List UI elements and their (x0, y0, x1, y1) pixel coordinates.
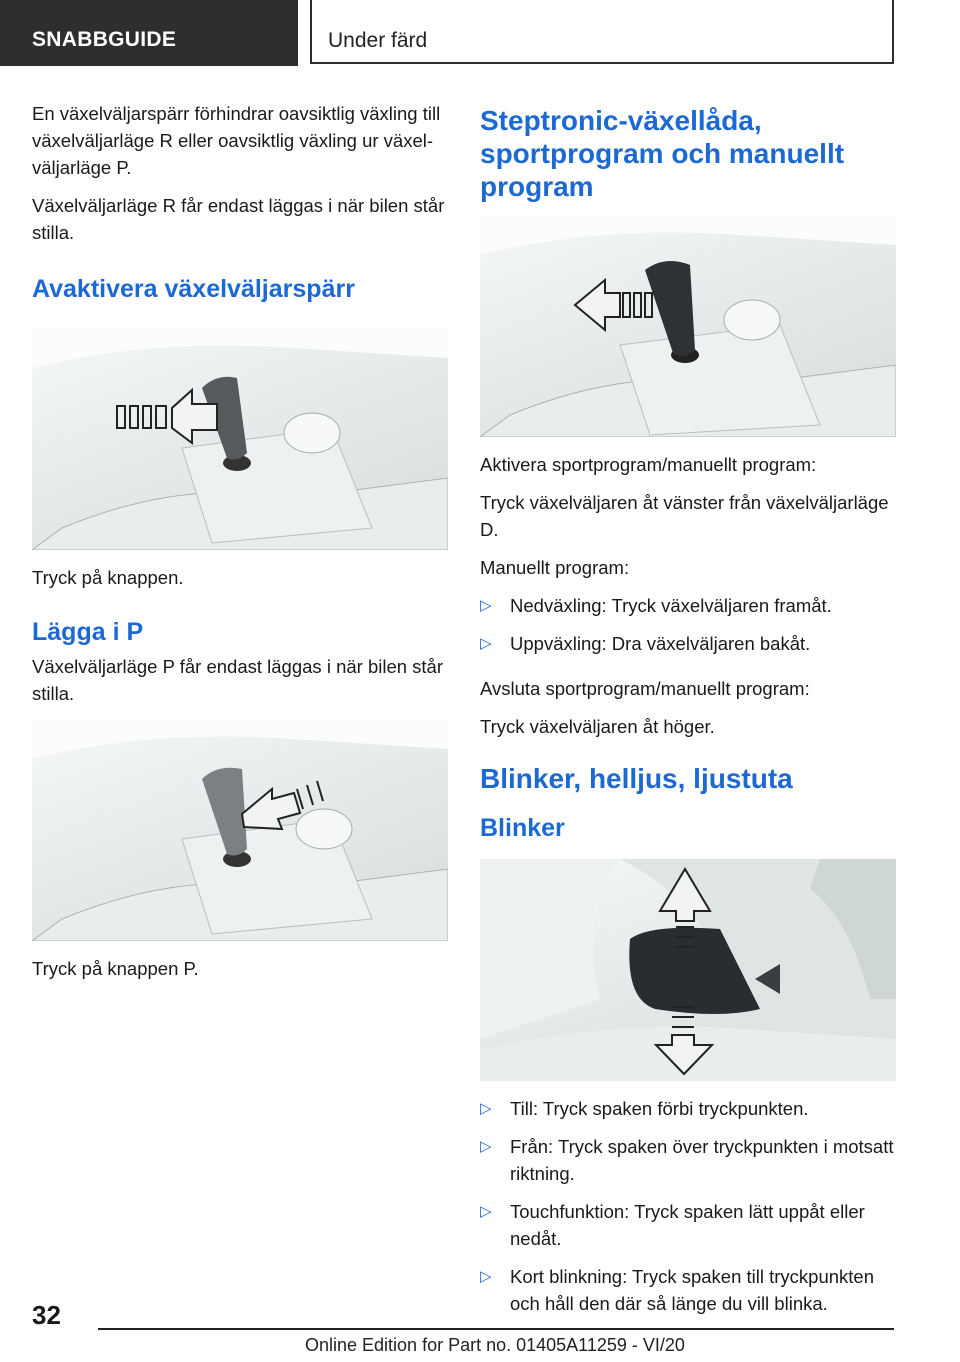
image-steptronic (480, 215, 896, 437)
selector-park-drawing (32, 719, 448, 941)
heading-blinker: Blinker (480, 814, 565, 842)
image-blinker-stalk (480, 859, 896, 1081)
heading-park: Lägga i P (32, 618, 144, 646)
section-tab (0, 0, 298, 66)
triangle-right-outline-icon: ▷ (480, 597, 492, 614)
triangle-right-outline-icon: ▷ (480, 635, 492, 652)
list-item: ▷ Kort blinkning: Tryck spaken till tryckpunkten och håll den där så länge du vill blinka. (480, 1263, 896, 1317)
paragraph-r-stationary: Växelväljarläge R får endast läggas i när bilen står stilla. (32, 195, 445, 243)
list-item: ▷ Uppväxling: Dra växelväljaren bakåt. (480, 630, 896, 657)
caption-park: Tryck på knappen P. (32, 958, 199, 979)
footer-divider (98, 1328, 894, 1330)
image-selector-park (32, 719, 448, 941)
list-item: ▷ Nedväxling: Tryck växelväljaren framåt. (480, 592, 896, 619)
caption-unlock: Tryck på knappen. (32, 567, 184, 588)
triangle-right-outline-icon: ▷ (480, 1100, 492, 1117)
heading-blinker-main: Blinker, helljus, ljustuta (480, 763, 793, 794)
steptronic-drawing (480, 215, 896, 437)
paragraph-park: Växelväljarläge P får endast läggas i när bilen står stilla. (32, 656, 444, 704)
list-item: ▷ Touchfunktion: Tryck spaken lätt uppåt eller nedåt. (480, 1198, 896, 1252)
list-item: ▷ Till: Tryck spaken förbi tryckpunkten. (480, 1095, 896, 1122)
list-manual (480, 592, 896, 657)
triangle-right-outline-icon: ▷ (480, 1203, 492, 1220)
selector-unlock-drawing (32, 328, 448, 550)
triangle-right-outline-icon: ▷ (480, 1138, 492, 1155)
chapter-label: Under färd (328, 29, 428, 52)
image-selector-unlock (32, 328, 448, 550)
blinker-stalk-drawing (480, 859, 896, 1081)
footer-edition: Online Edition for Part no. 01405A11259 - VI/20 (305, 1335, 685, 1355)
paragraph-end-action: Tryck växelväljaren åt höger. (480, 716, 715, 737)
paragraph-shift-lock: En växelväljarspärr förhindrar oavsiktlig växling till växelväljarläge R eller oavsiktlig växling ur växelväljarläge P. (32, 103, 441, 178)
list-item: ▷ Från: Tryck spaken över tryckpunkten i motsatt riktning. (480, 1133, 896, 1187)
list-blinker (480, 1095, 896, 1317)
paragraph-activate: Aktivera sportprogram/manuellt program: (480, 454, 817, 475)
paragraph-push-left: Tryck växelväljaren åt vänster från växelväljarläge D. (480, 492, 889, 540)
heading-unlock: Avaktivera växelväljarspärr (32, 275, 355, 303)
left-column (32, 100, 448, 993)
chapter-tab (310, 0, 894, 64)
page-number: 32 (32, 1300, 61, 1330)
heading-steptronic: Steptronic-växellåda, sportprogram och manuellt program (480, 105, 845, 202)
paragraph-manual: Manuellt program: (480, 557, 630, 578)
section-label: SNABBGUIDE (32, 28, 177, 51)
triangle-right-outline-icon: ▷ (480, 1268, 492, 1285)
right-column (480, 104, 896, 1328)
paragraph-end: Avsluta sportprogram/manuellt program: (480, 678, 810, 699)
